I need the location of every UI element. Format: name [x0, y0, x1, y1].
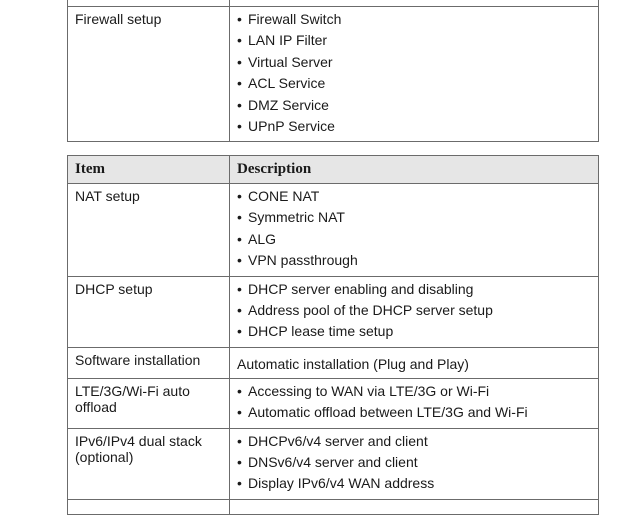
list-item: • Address pool of the DHCP server setup	[237, 300, 591, 321]
bullet-list	[237, 279, 591, 343]
table-row	[68, 276, 599, 347]
list-item: • Symmetric NAT	[237, 207, 591, 228]
list-item: • VPN passthrough	[237, 250, 591, 271]
item-cell: DHCP setup	[68, 276, 230, 347]
description-cell	[230, 428, 599, 499]
description-column-header: Description	[230, 156, 599, 184]
table-row	[68, 378, 599, 428]
item-cell: Firewall setup	[68, 7, 230, 142]
table-row	[68, 7, 599, 142]
features-table-top	[67, 0, 599, 142]
list-item: • DHCPv6/v4 server and client	[237, 431, 591, 452]
bullet-list	[237, 431, 591, 495]
features-table	[67, 155, 599, 515]
list-item: • Automatic offload between LTE/3G and Wi-Fi	[237, 402, 591, 423]
table-row	[68, 428, 599, 499]
list-item: • Firewall Switch	[237, 9, 591, 30]
item-cell: Software installation	[68, 347, 230, 378]
table-row	[68, 184, 599, 277]
list-item: • Display IPv6/v4 WAN address	[237, 473, 591, 494]
description-text: Automatic installation (Plug and Play)	[237, 355, 469, 372]
list-item: • DHCP server enabling and disabling	[237, 279, 591, 300]
item-cell: NAT setup	[68, 184, 230, 277]
table-row	[68, 347, 599, 378]
list-item: • Virtual Server	[237, 52, 591, 73]
description-cell	[230, 184, 599, 277]
item-cell: IPv6/IPv4 dual stack (optional)	[68, 428, 230, 499]
description-cell	[230, 347, 599, 378]
description-cell	[230, 378, 599, 428]
list-item: • Accessing to WAN via LTE/3G or Wi-Fi	[237, 381, 591, 402]
bullet-list	[237, 381, 591, 424]
table-header-row	[68, 156, 599, 184]
item-column-header: Item	[68, 156, 230, 184]
table-row-continued	[68, 499, 599, 514]
bullet-list	[237, 186, 591, 272]
item-cell: LTE/3G/Wi-Fi auto offload	[68, 378, 230, 428]
list-item: • DHCP lease time setup	[237, 321, 591, 342]
description-cell	[230, 7, 599, 142]
list-item: • CONE NAT	[237, 186, 591, 207]
list-item: • DNSv6/v4 server and client	[237, 452, 591, 473]
list-item: • LAN IP Filter	[237, 30, 591, 51]
list-item: • ACL Service	[237, 73, 591, 94]
bullet-list	[237, 9, 591, 137]
description-cell	[230, 276, 599, 347]
list-item: • UPnP Service	[237, 116, 591, 137]
list-item: • ALG	[237, 229, 591, 250]
list-item: • DMZ Service	[237, 95, 591, 116]
